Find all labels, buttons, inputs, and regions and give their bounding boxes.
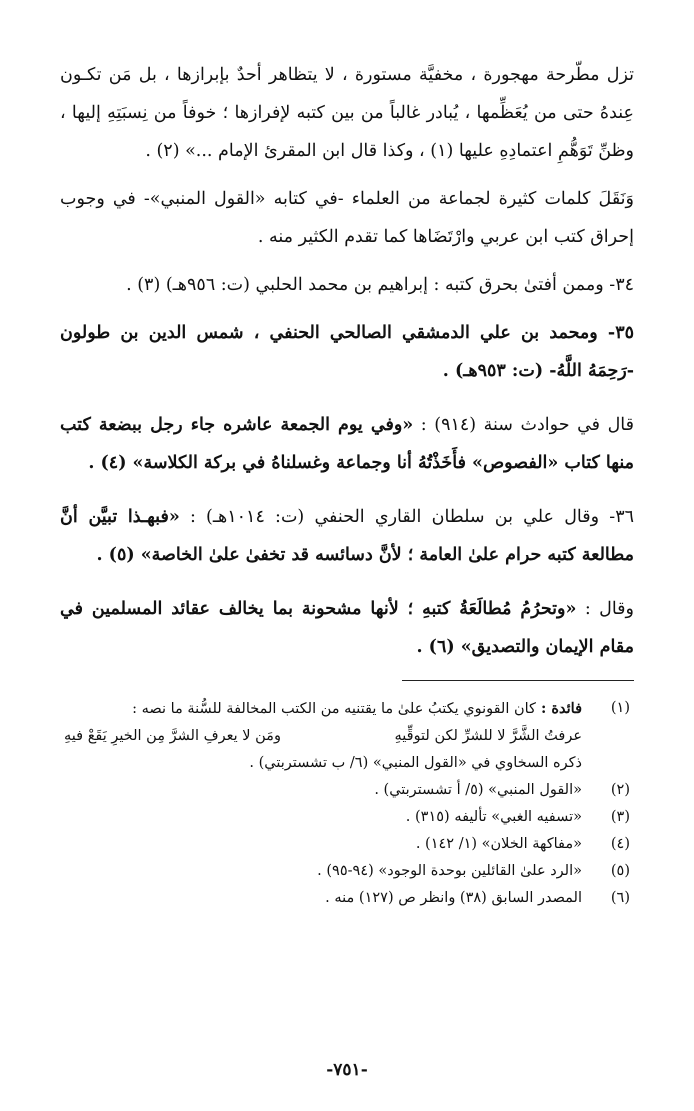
- footnote-number: (٢): [610, 782, 630, 798]
- footnote-4: [60, 831, 634, 858]
- footnote-number: (٣): [610, 809, 630, 825]
- paragraph-7: [60, 590, 634, 666]
- paragraph-6: [60, 498, 634, 574]
- footnote-text: كان القونوي يكتبُ علىٰ ما يقتنيه من الكتب المخالفة للسُّنة ما نصه :: [132, 701, 536, 717]
- footnote-text: «الرد علىٰ القائلين بوحدة الوجود» (٩٤-٩٥) .: [317, 863, 582, 879]
- footnote-number: (٦): [610, 890, 630, 906]
- footnote-3: [60, 804, 634, 831]
- paragraph-4: ٣٥- ومحمد بن علي الدمشقي الصالحي الحنفي ، شمس الدين بن طولون -رَحِمَهُ اللَّهُ- (ت: ٩٥٣هـ) .: [60, 323, 634, 381]
- paragraph-7-quote: «وتحرُمُ مُطالَعَةُ كتبهِ ؛ لأنها مشحونة بما يخالف عقائد المسلمين في مقام الإيمان والتصديق» (٦) .: [60, 599, 634, 657]
- footnote-2: [60, 777, 634, 804]
- paragraph-5: [60, 406, 634, 482]
- verse-first-half: عرفتُ الشَّرَّ لا للشرِّ لكن لتوقِّيهِ: [394, 728, 582, 744]
- page-number: -٧٥١-: [326, 1060, 368, 1080]
- verse-second-half: ومَن لا يعرفِ الشرَّ مِن الخيرِ يَقَعْ فيهِ: [64, 728, 281, 744]
- paragraph-5-lead: قال في حوادث سنة (٩١٤) :: [413, 415, 634, 435]
- main-text: [60, 56, 634, 666]
- footnote-number: (١): [610, 700, 630, 716]
- paragraph-7-lead: وقال :: [576, 599, 634, 619]
- paragraph-6-quote: «فبهـذا تبيَّن أنَّ مطالعة كتبه حرام علىٰ العامة ؛ لأنَّ دسائسه قد تخفىٰ علىٰ الخاصة» (٥) .: [60, 507, 634, 565]
- footnote-1: [60, 695, 634, 777]
- footnote-text: «تسفيه الغبي» تأليفه (٣١٥) .: [405, 809, 582, 825]
- footnote-text: المصدر السابق (٣٨) وانظر ص (١٢٧) منه .: [325, 890, 582, 906]
- footnotes: [60, 695, 634, 912]
- paragraph-1: تزل مطّرحة مهجورة ، مخفيَّة مستورة ، لا يتظاهر أحدٌ بإبرازها ، بل مَن تكـون عِندهُ حتى من يُعَظِّمها ، يُبادر غالباً من بين كتبه لإفرازها ؛ خوفاً من نِسبَتِهِ إليها ، وظنِّ تَوَهُّمِ اعتمادِهِ عليها (١) ، وكذا قال ابن المقرئ الإمام ...» (٢) .: [60, 65, 634, 161]
- poetry-verse: [60, 723, 582, 750]
- footnote-text: «القول المنبي» (٥/ أ تشستربتي) .: [374, 782, 582, 798]
- footnote-6: [60, 885, 634, 912]
- footnote-5: [60, 858, 634, 885]
- footnote-number: (٥): [610, 863, 630, 879]
- footnote-divider: [402, 680, 634, 681]
- footnote-number: (٤): [610, 836, 630, 852]
- footnote-text: «مفاكهة الخلان» (١/ ١٤٢) .: [415, 836, 582, 852]
- paragraph-5-quote: «وفي يوم الجمعة عاشره جاء رجل ببضعة كتب منها كتاب «الفصوص» فأَخَذْتُهُ أنا وجماعة وغسلناهُ في بركة الكلاسة» (٤) .: [60, 415, 634, 473]
- paragraph-3: ٣٤- وممن أفتىٰ بحرق كتبه : إبراهيم بن محمد الحلبي (ت: ٩٥٦هـ) (٣) .: [126, 275, 634, 295]
- paragraph-2: وَنَقَلَ كلمات كثيرة لجماعة من العلماء -في كتابه «القول المنبي»- في وجوب إحراق كتب ابن عربي وارْتَضَاها كما تقدم الكثير منه .: [60, 189, 634, 247]
- footnote-label: فائدة :: [535, 700, 582, 717]
- footnote-source: ذكره السخاوي في «القول المنبي» (٦/ ب تشستربتي) .: [249, 755, 582, 771]
- paragraph-6-lead: ٣٦- وقال علي بن سلطان القاري الحنفي (ت: ١٠١٤هـ) :: [179, 507, 634, 527]
